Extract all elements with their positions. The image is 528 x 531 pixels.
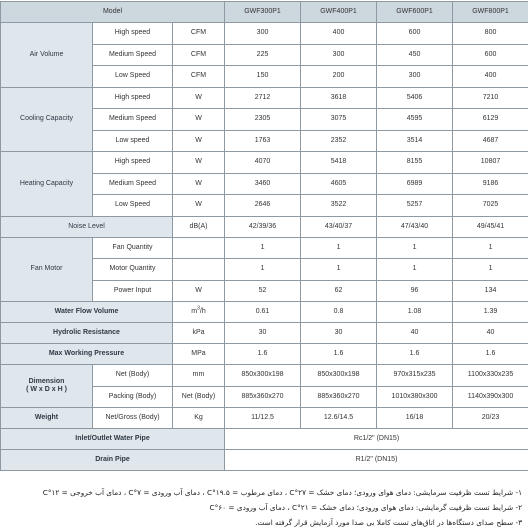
footnote: ۲- شرایط تست ظرفیت گرمایشی: دمای هوای ورودی؛ دمای خشک = ۲۱°C ، دمای آب ورودی = ۶۰°C bbox=[209, 503, 522, 512]
noise-level-label: Noise Level bbox=[1, 216, 173, 237]
item-label: Fan Quantity bbox=[93, 237, 173, 259]
value-cell: 5418 bbox=[301, 152, 377, 174]
value-cell: 3522 bbox=[301, 195, 377, 217]
speed-label: Medium Speed bbox=[93, 109, 173, 131]
speed-label: Low Speed bbox=[93, 66, 173, 88]
value-cell: 400 bbox=[301, 23, 377, 45]
value-cell: 1.6 bbox=[301, 344, 377, 365]
unit-base: m bbox=[191, 308, 198, 315]
value-cell: 1 bbox=[453, 237, 528, 259]
speed-label: High speed bbox=[93, 23, 173, 45]
value-cell: 0.61 bbox=[225, 302, 301, 323]
value-cell: 4070 bbox=[225, 152, 301, 174]
table-row bbox=[1, 23, 528, 45]
speed-label: Low Speed bbox=[93, 195, 173, 217]
value-cell: 600 bbox=[377, 23, 453, 45]
table-row bbox=[1, 450, 528, 471]
value-cell: 1.6 bbox=[225, 344, 301, 365]
unit-cell: W bbox=[173, 87, 225, 109]
unit-cell: W bbox=[173, 195, 225, 217]
footnotes bbox=[10, 485, 522, 530]
value-cell: 885x360x270 bbox=[301, 386, 377, 408]
value-cell: 0.8 bbox=[301, 302, 377, 323]
value-cell: 8155 bbox=[377, 152, 453, 174]
value-cell: 2712 bbox=[225, 87, 301, 109]
value-cell: 2352 bbox=[301, 130, 377, 152]
table-row bbox=[1, 216, 528, 237]
value-cell: 5406 bbox=[377, 87, 453, 109]
value-cell: 5257 bbox=[377, 195, 453, 217]
table-row bbox=[1, 344, 528, 365]
value-cell: 850x300x198 bbox=[301, 365, 377, 387]
speed-label: Low speed bbox=[93, 130, 173, 152]
item-label: Power Input bbox=[93, 280, 173, 302]
item-label: Net/Gross (Body) bbox=[93, 408, 173, 429]
value-cell: 1 bbox=[301, 259, 377, 281]
table-row bbox=[1, 365, 528, 387]
unit-cell bbox=[173, 302, 225, 323]
model-name: GWF800P1 bbox=[453, 2, 528, 23]
table-row bbox=[1, 429, 528, 450]
unit-cell: W bbox=[173, 152, 225, 174]
max-working-pressure-label: Max Working Pressure bbox=[1, 344, 173, 365]
value-cell: 850x300x198 bbox=[225, 365, 301, 387]
value-cell: 970x315x235 bbox=[377, 365, 453, 387]
unit-cell: W bbox=[173, 280, 225, 302]
value-cell: 1 bbox=[225, 259, 301, 281]
value-cell: 62 bbox=[301, 280, 377, 302]
value-cell: 1 bbox=[377, 259, 453, 281]
value-cell: 40 bbox=[453, 323, 528, 344]
value-cell: 2646 bbox=[225, 195, 301, 217]
value-cell: 134 bbox=[453, 280, 528, 302]
specification-table bbox=[0, 1, 528, 471]
unit-cell: Net (Body) bbox=[173, 386, 225, 408]
value-cell: 1.39 bbox=[453, 302, 528, 323]
unit-cell bbox=[173, 259, 225, 281]
value-cell: 7210 bbox=[453, 87, 528, 109]
dimension-label bbox=[1, 365, 93, 408]
value-cell: 49/45/41 bbox=[453, 216, 528, 237]
item-label: Net (Body) bbox=[93, 365, 173, 387]
value-cell: 1 bbox=[377, 237, 453, 259]
value-cell: 300 bbox=[225, 23, 301, 45]
model-name: GWF400P1 bbox=[301, 2, 377, 23]
table-row bbox=[1, 237, 528, 259]
unit-cell: CFM bbox=[173, 23, 225, 45]
inlet-outlet-value: Rc1/2" (DN15) bbox=[225, 429, 528, 450]
value-cell: 2305 bbox=[225, 109, 301, 131]
speed-label: High speed bbox=[93, 152, 173, 174]
unit-cell: kPa bbox=[173, 323, 225, 344]
value-cell: 6989 bbox=[377, 173, 453, 195]
value-cell: 40 bbox=[377, 323, 453, 344]
inlet-outlet-label: Inlet/Outlet Water Pipe bbox=[1, 429, 225, 450]
drain-pipe-value: R1/2" (DN15) bbox=[225, 450, 528, 471]
value-cell: 1100x330x235 bbox=[453, 365, 528, 387]
speed-label: Medium Speed bbox=[93, 173, 173, 195]
value-cell: 450 bbox=[377, 44, 453, 66]
unit-cell: CFM bbox=[173, 66, 225, 88]
value-cell: 3460 bbox=[225, 173, 301, 195]
unit-cell: CFM bbox=[173, 44, 225, 66]
footnote: ۱- شرایط تست ظرفیت سرمایشی: دمای هوای ورودی؛ دمای خشک = ۲۷°C ، دمای مرطوب = ۱۹.۵°C ، دمای آب ورودی = ۷°C ، دمای آب خروجی = ۱۲°C bbox=[42, 488, 522, 497]
weight-label: Weight bbox=[1, 408, 93, 429]
hydrolic-resistance-label: Hydrolic Resistance bbox=[1, 323, 173, 344]
unit-superscript: 3 bbox=[197, 305, 200, 312]
speed-label: High speed bbox=[93, 87, 173, 109]
value-cell: 16/18 bbox=[377, 408, 453, 429]
drain-pipe-label: Drain Pipe bbox=[1, 450, 225, 471]
value-cell: 400 bbox=[453, 66, 528, 88]
value-cell: 30 bbox=[301, 323, 377, 344]
value-cell: 42/39/36 bbox=[225, 216, 301, 237]
model-name: GWF300P1 bbox=[225, 2, 301, 23]
value-cell: 52 bbox=[225, 280, 301, 302]
value-cell: 43/40/37 bbox=[301, 216, 377, 237]
value-cell: 600 bbox=[453, 44, 528, 66]
item-label: Packing (Body) bbox=[93, 386, 173, 408]
value-cell: 4595 bbox=[377, 109, 453, 131]
unit-cell: W bbox=[173, 173, 225, 195]
value-cell: 885x360x270 bbox=[225, 386, 301, 408]
table-row bbox=[1, 302, 528, 323]
unit-cell: dB(A) bbox=[173, 216, 225, 237]
value-cell: 800 bbox=[453, 23, 528, 45]
value-cell: 30 bbox=[225, 323, 301, 344]
air-volume-label: Air Volume bbox=[1, 23, 93, 88]
value-cell: 1.08 bbox=[377, 302, 453, 323]
value-cell: 4605 bbox=[301, 173, 377, 195]
dimension-label-line1: Dimension bbox=[28, 378, 65, 385]
value-cell: 6129 bbox=[453, 109, 528, 131]
heating-capacity-label: Heating Capacity bbox=[1, 152, 93, 217]
value-cell: 4687 bbox=[453, 130, 528, 152]
value-cell: 1.6 bbox=[377, 344, 453, 365]
table-row bbox=[1, 323, 528, 344]
value-cell: 1.6 bbox=[453, 344, 528, 365]
unit-cell: mm bbox=[173, 365, 225, 387]
unit-cell: Kg bbox=[173, 408, 225, 429]
value-cell: 11/12.5 bbox=[225, 408, 301, 429]
unit-cell bbox=[173, 237, 225, 259]
value-cell: 300 bbox=[377, 66, 453, 88]
unit-cell: W bbox=[173, 109, 225, 131]
value-cell: 3075 bbox=[301, 109, 377, 131]
table-row bbox=[1, 408, 528, 429]
value-cell: 1 bbox=[453, 259, 528, 281]
value-cell: 9186 bbox=[453, 173, 528, 195]
model-name: GWF600P1 bbox=[377, 2, 453, 23]
value-cell: 12.6/14.5 bbox=[301, 408, 377, 429]
table-row bbox=[1, 87, 528, 109]
value-cell: 225 bbox=[225, 44, 301, 66]
fan-motor-label: Fan Motor bbox=[1, 237, 93, 302]
value-cell: 1 bbox=[225, 237, 301, 259]
value-cell: 1010x380x300 bbox=[377, 386, 453, 408]
footnote: ۳- سطح صدای دستگاه‌ها در اتاق‌های تست کاملا بی صدا مورد آزمایش قرار گرفته است. bbox=[255, 518, 522, 527]
water-flow-label: Water Flow Volume bbox=[1, 302, 173, 323]
unit-tail: /h bbox=[199, 308, 206, 315]
value-cell: 7025 bbox=[453, 195, 528, 217]
value-cell: 47/43/40 bbox=[377, 216, 453, 237]
unit-cell: MPa bbox=[173, 344, 225, 365]
value-cell: 10807 bbox=[453, 152, 528, 174]
model-label: Model bbox=[1, 2, 225, 23]
value-cell: 1763 bbox=[225, 130, 301, 152]
cooling-capacity-label: Cooling Capacity bbox=[1, 87, 93, 152]
value-cell: 96 bbox=[377, 280, 453, 302]
speed-label: Medium Speed bbox=[93, 44, 173, 66]
value-cell: 3514 bbox=[377, 130, 453, 152]
value-cell: 300 bbox=[301, 44, 377, 66]
header-row bbox=[1, 2, 528, 23]
value-cell: 1140x390x300 bbox=[453, 386, 528, 408]
dimension-label-line2: ( W x D x H ) bbox=[26, 386, 67, 393]
value-cell: 1 bbox=[301, 237, 377, 259]
unit-cell: W bbox=[173, 130, 225, 152]
value-cell: 3618 bbox=[301, 87, 377, 109]
item-label: Motor Quantity bbox=[93, 259, 173, 281]
value-cell: 200 bbox=[301, 66, 377, 88]
value-cell: 20/23 bbox=[453, 408, 528, 429]
value-cell: 150 bbox=[225, 66, 301, 88]
table-row bbox=[1, 152, 528, 174]
